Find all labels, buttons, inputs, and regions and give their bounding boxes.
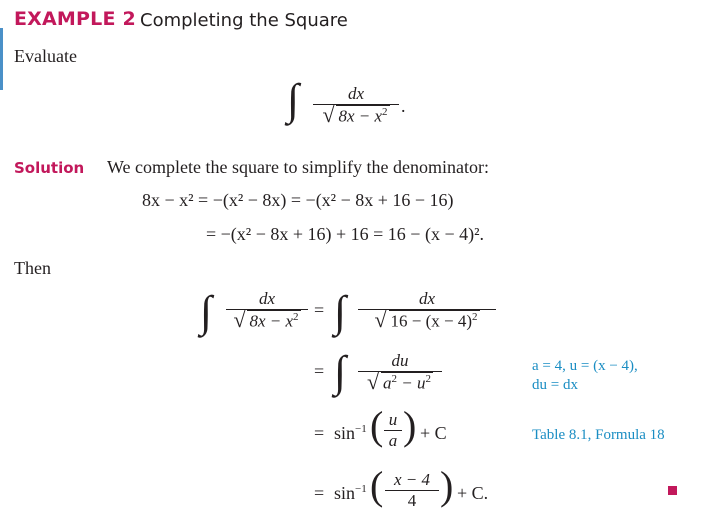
integral-sign: ∫	[334, 287, 347, 336]
substitution-note-2: du = dx	[532, 377, 578, 393]
rhs1-fraction: dx √ $16 - (x - 4)^2$	[358, 289, 496, 332]
rhs3-fraction: u a	[384, 410, 402, 451]
equals-sign: =	[314, 423, 325, 443]
main-numerator: dx	[347, 84, 365, 103]
formula-note: Table 8.1, Formula 18	[532, 427, 665, 443]
main-denominator: 8x − x	[338, 106, 383, 126]
end-of-example-marker	[668, 486, 677, 495]
integral-sign: ∫	[287, 75, 300, 124]
example-title: Completing the Square	[140, 10, 348, 31]
then-text: Then	[14, 258, 51, 278]
step-line-2: = −(x² − 8x + 16) + 16 = 16 − (x − 4)².	[206, 224, 484, 244]
rhs2-fraction: du √ $a^2 - u^2$	[358, 351, 442, 394]
solution-text: We complete the square to simplify the denominator:	[107, 157, 489, 177]
step-line-1: 8x − x² = −(x² − 8x) = −(x² − 8x + 16 − 16)	[142, 190, 454, 210]
lhs-fraction: dx √ $8x - x^2$	[226, 289, 308, 332]
equals-sign: =	[314, 361, 325, 381]
main-fraction: dx √ $8x - x^2$	[313, 84, 399, 127]
rhs4-fraction: x − 4 4	[385, 470, 439, 511]
substitution-note-1: a = 4, u = (x − 4),	[532, 358, 638, 374]
intro-text: Evaluate	[14, 46, 77, 66]
main-period: .	[401, 96, 406, 116]
integral-sign: ∫	[334, 347, 347, 396]
constant-term: + C.	[457, 483, 489, 503]
solution-label: Solution	[14, 159, 85, 177]
margin-bar	[0, 28, 3, 90]
integral-sign: ∫	[200, 287, 213, 336]
arcsin-fn: $\sin^{-1}$	[334, 483, 367, 503]
equals-sign: =	[314, 483, 325, 503]
constant-term: + C	[420, 423, 447, 443]
equals-sign: =	[314, 300, 325, 320]
arcsin-fn: $\sin^{-1}$	[334, 423, 367, 443]
example-label: EXAMPLE 2	[14, 8, 136, 30]
